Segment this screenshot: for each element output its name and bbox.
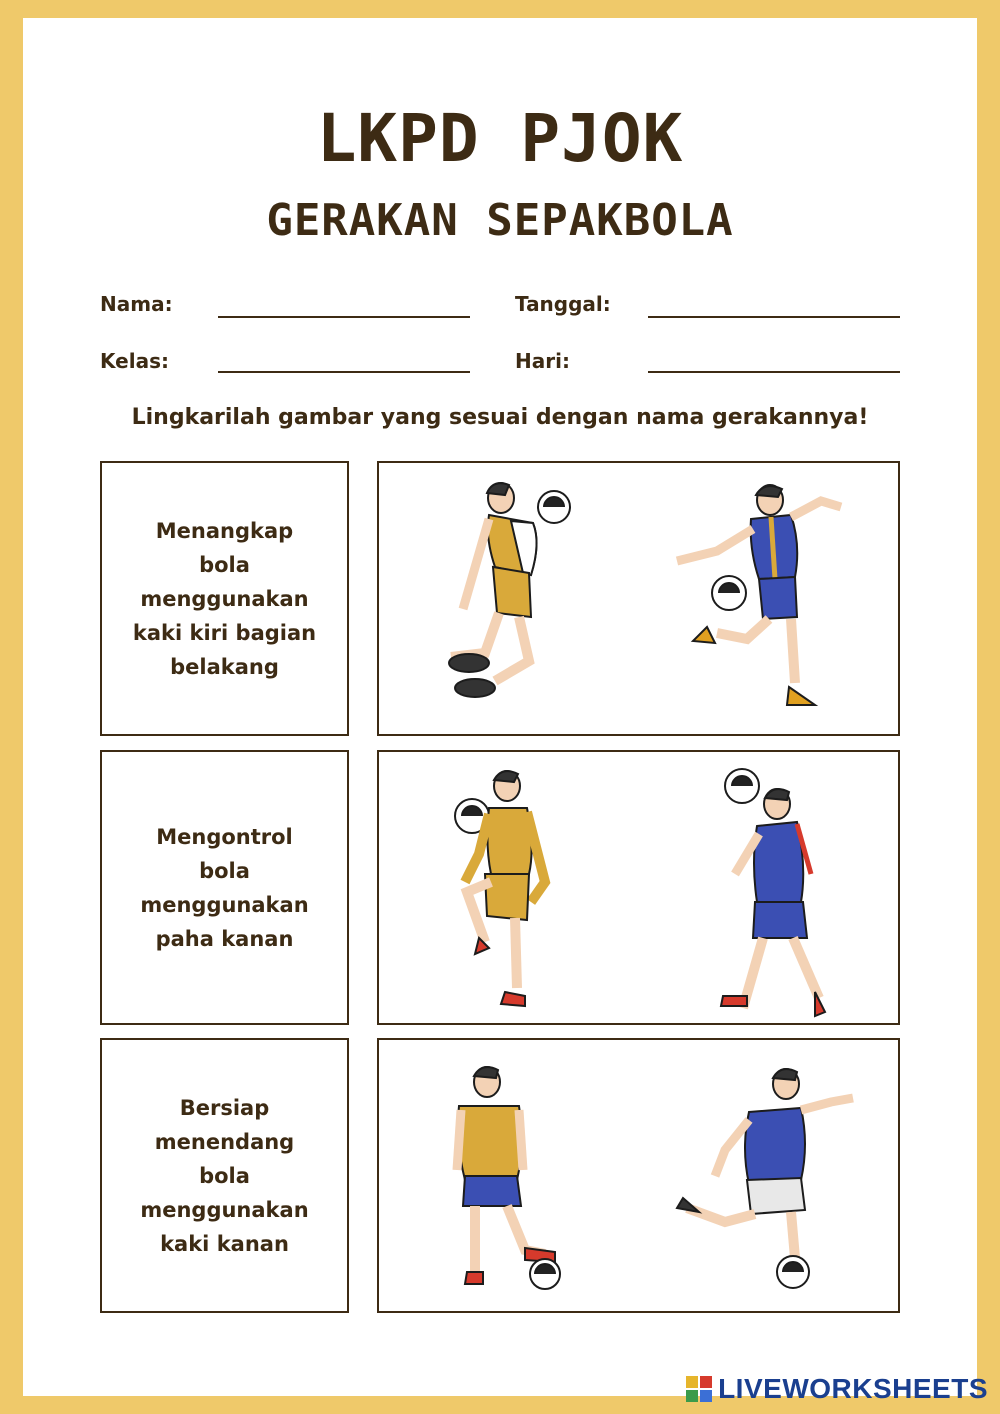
row-3-label-box (100, 1038, 349, 1313)
row-2-label-box (100, 750, 349, 1025)
row-1-image-box (377, 461, 900, 736)
day-field[interactable] (648, 371, 900, 373)
row-2-line: bola (199, 858, 250, 883)
row-3-line: Bersiap (179, 1095, 270, 1120)
row-1-line: kaki kiri bagian (132, 620, 317, 645)
name-label: Nama: (100, 292, 173, 316)
row-1-label-box (100, 461, 349, 736)
player-yellow-backheel-icon[interactable] (449, 483, 570, 697)
row-1-line: Menangkap (155, 518, 294, 543)
row-3-line: kaki kanan (160, 1231, 289, 1256)
name-field[interactable] (218, 316, 470, 318)
date-label: Tanggal: (515, 292, 611, 316)
brand-name: LIVEWORKSHEETS (718, 1373, 988, 1404)
brand-logo (686, 1372, 988, 1406)
day-label: Hari: (515, 349, 570, 373)
date-field[interactable] (648, 316, 900, 318)
row-1-line: menggunakan (140, 586, 309, 611)
row-1-line: bola (199, 552, 250, 577)
row-3-image-box (377, 1038, 900, 1313)
brand-mark-icon (686, 1376, 712, 1402)
row-2-line: paha kanan (155, 926, 294, 951)
page-subtitle: GERAKAN SEPAKBOLA (266, 195, 734, 246)
class-label: Kelas: (100, 349, 169, 373)
player-yellow-foot-on-ball-icon[interactable] (457, 1067, 560, 1289)
player-blue-kick-icon[interactable] (677, 485, 841, 705)
row-3-line: menggunakan (140, 1197, 309, 1222)
row-3-line: bola (199, 1163, 250, 1188)
row-1-line: belakang (170, 654, 279, 679)
row-2-line: Mengontrol (156, 824, 293, 849)
class-field[interactable] (218, 371, 470, 373)
row-2-image-box (377, 750, 900, 1025)
row-3-line: menendang (154, 1129, 295, 1154)
page-title: LKPD PJOK (316, 100, 684, 177)
player-blue-header-icon[interactable] (721, 769, 825, 1016)
row-2-line: menggunakan (140, 892, 309, 917)
player-blue-volley-icon[interactable] (677, 1069, 853, 1288)
player-yellow-thigh-control-icon[interactable] (455, 771, 545, 1006)
instruction-text: Lingkarilah gambar yang sesuai dengan nama gerakannya! (131, 405, 869, 430)
